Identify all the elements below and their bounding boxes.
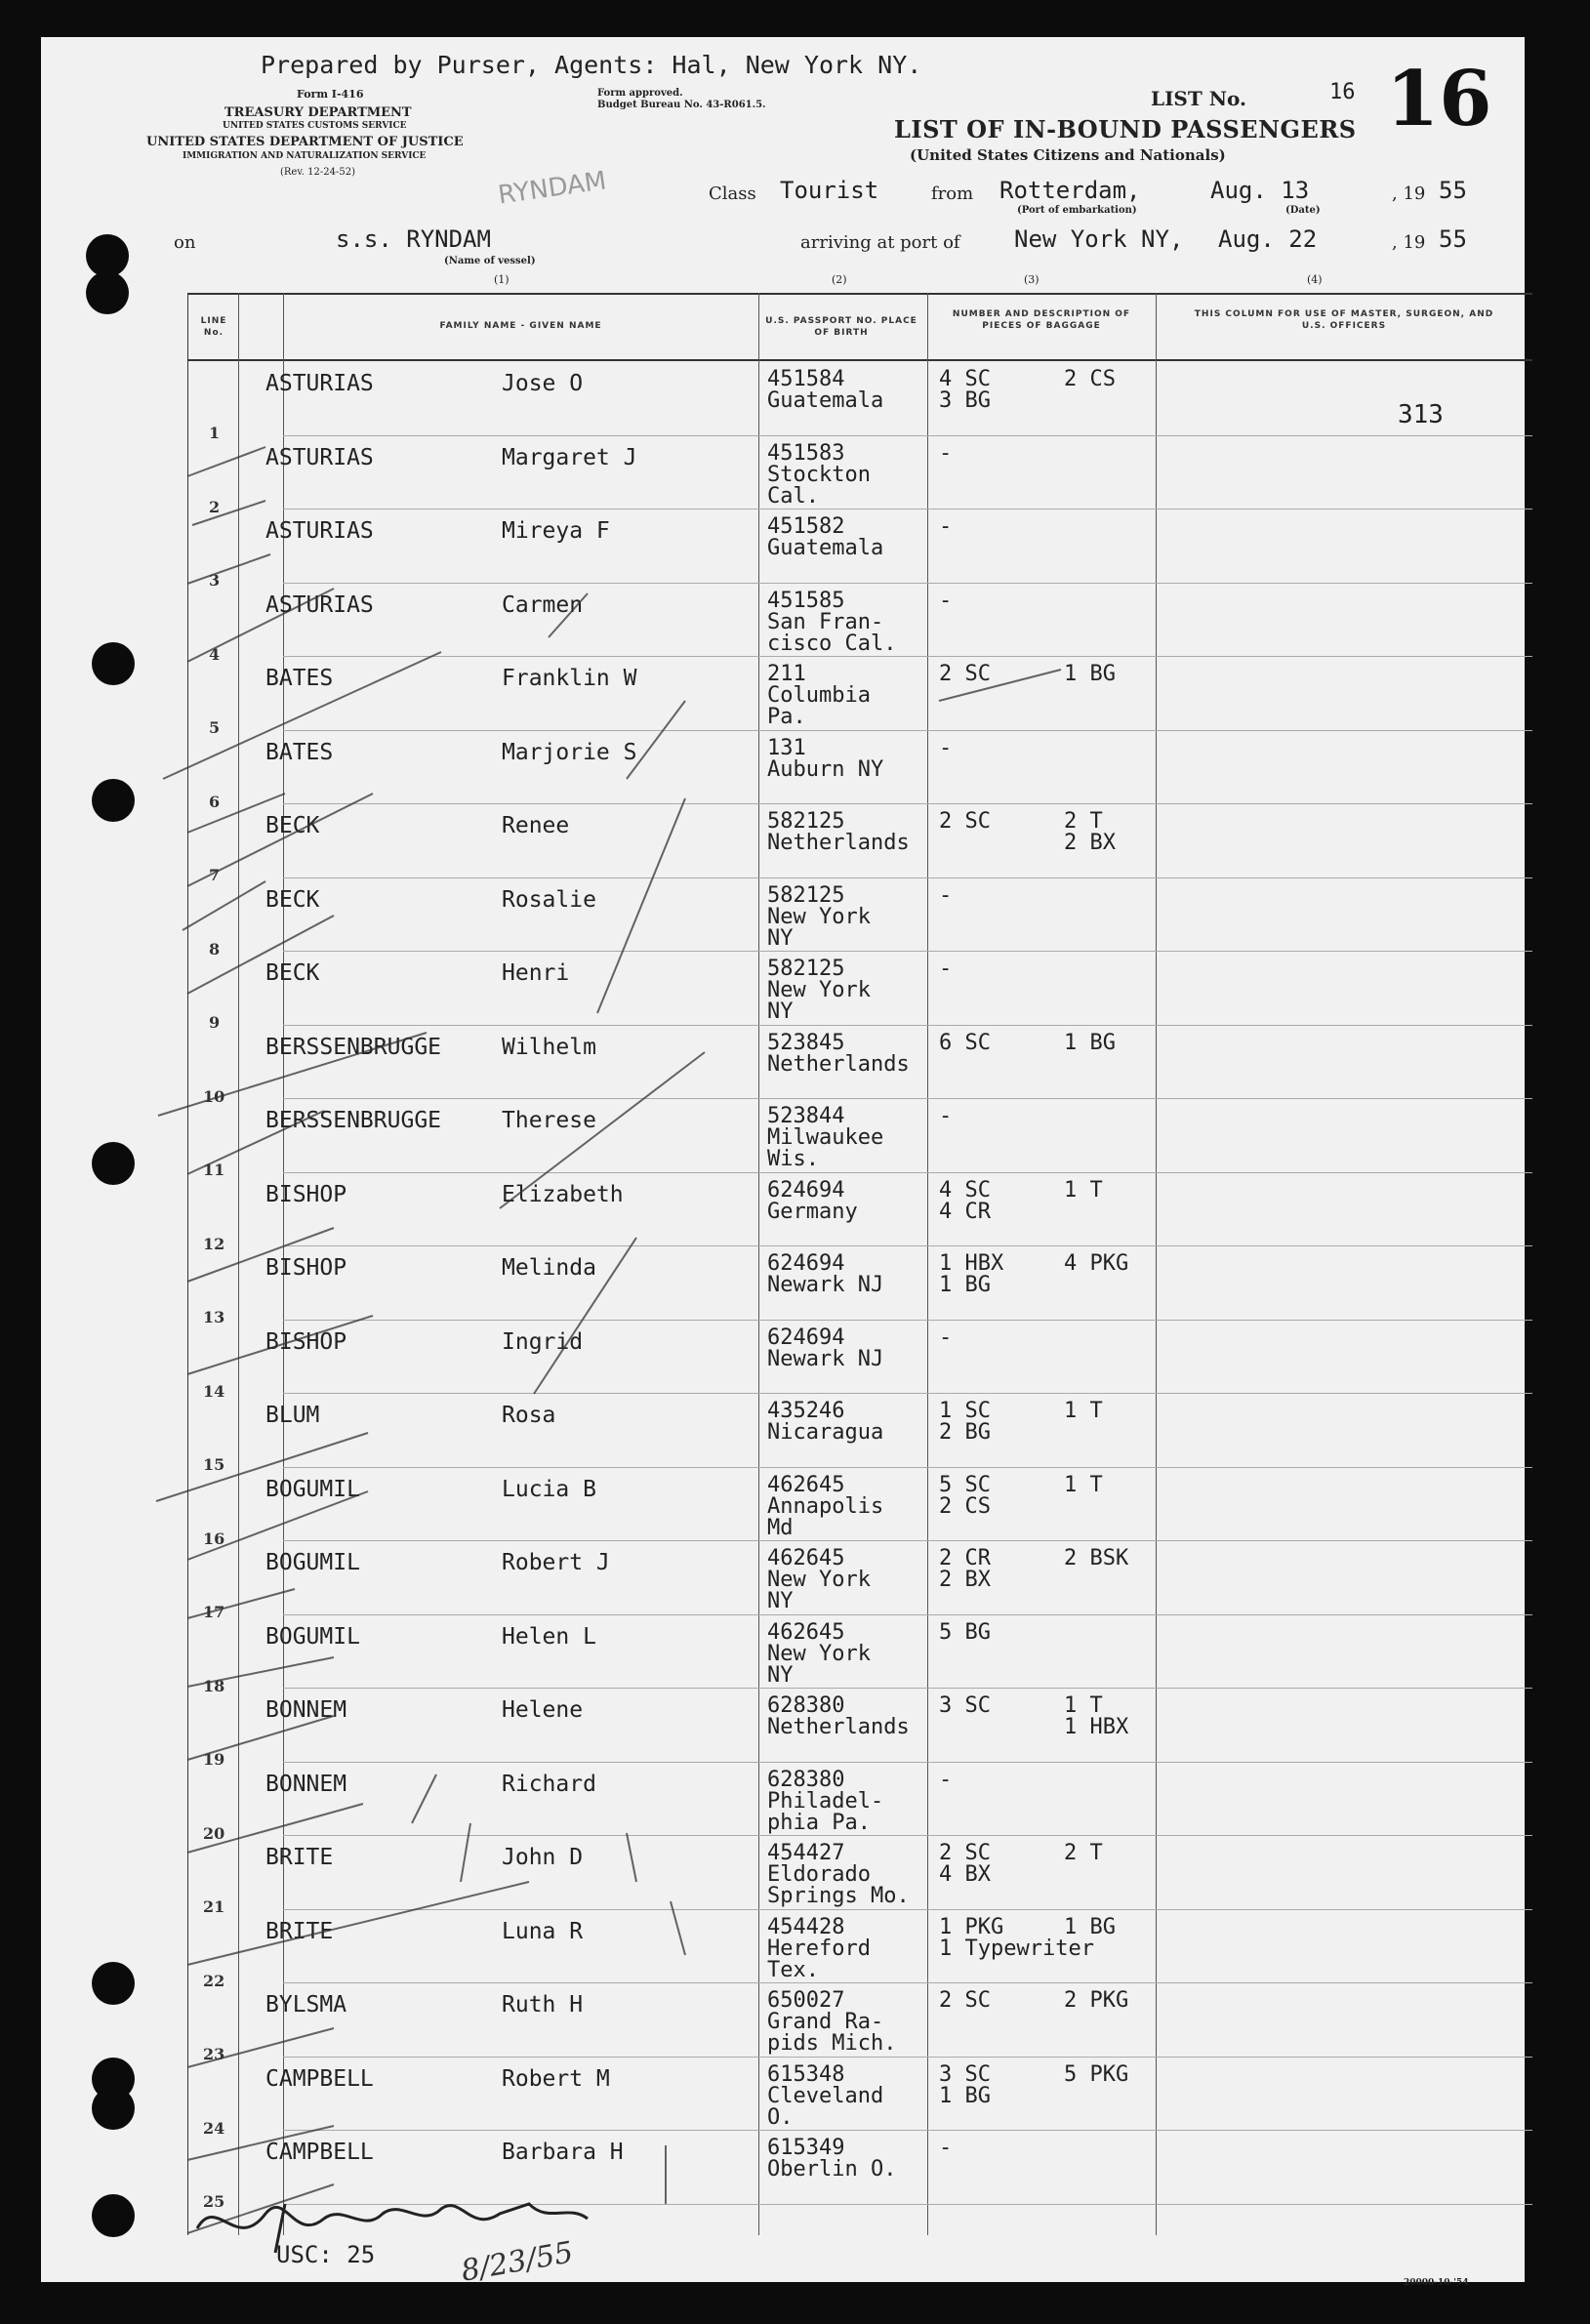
passport-and-birthplace: 451585 San Fran- cisco Cal. xyxy=(767,588,897,656)
budget-bureau-number: Budget Bureau No. 43-R061.5. xyxy=(597,100,766,110)
given-name: Helen L xyxy=(502,1623,596,1650)
baggage-secondary: 1 BG xyxy=(1064,662,1116,686)
line-number: 23 xyxy=(203,2045,225,2063)
passport-and-birthplace: 628380 Philadel- phia Pa. xyxy=(767,1767,884,1835)
column-number-2: (2) xyxy=(832,273,847,286)
family-name: BYLSMA xyxy=(265,1992,347,2018)
line-number: 7 xyxy=(209,866,221,884)
passport-and-birthplace: 454427 Eldorado Springs Mo. xyxy=(767,1841,910,1908)
passport-and-birthplace: 462645 Annapolis Md xyxy=(767,1472,884,1540)
line-number: 11 xyxy=(203,1161,225,1179)
given-name: Robert M xyxy=(502,2065,610,2092)
family-name: BISHOP xyxy=(265,1181,347,1207)
baggage-secondary: 2 T 2 BX xyxy=(1064,809,1116,855)
arrival-port: New York NY, xyxy=(1014,225,1184,253)
family-name: BECK xyxy=(265,886,320,913)
baggage-primary: 2 SC xyxy=(939,662,991,686)
passport-and-birthplace: 624694 Germany xyxy=(767,1177,858,1224)
given-name: Robert J xyxy=(502,1550,610,1575)
line-number: 17 xyxy=(203,1603,225,1621)
given-name: Elizabeth xyxy=(502,1181,624,1207)
baggage-secondary: 1 T 1 HBX xyxy=(1064,1693,1129,1739)
baggage-primary: 3 SC 1 BG xyxy=(939,2061,991,2108)
family-name: BLUM xyxy=(265,1403,320,1428)
passport-and-birthplace: 582125 New York NY xyxy=(767,882,871,951)
port-embarkation-caption: (Port of embarkation) xyxy=(1017,205,1137,216)
officer-signature xyxy=(178,2175,607,2263)
line-number: 24 xyxy=(203,2118,225,2138)
column-header-baggage: NUMBER AND DESCRIPTION OF PIECES OF BAGGAGE xyxy=(952,309,1131,331)
line-number: 6 xyxy=(209,792,221,811)
arriving-label: arriving at port of xyxy=(800,232,960,253)
line-number: 10 xyxy=(203,1086,225,1106)
column-number-3: (3) xyxy=(1024,273,1040,286)
treasury-department: TREASURY DEPARTMENT xyxy=(224,105,412,120)
line-number: 18 xyxy=(203,1676,225,1695)
baggage-primary: 5 SC 2 CS xyxy=(939,1472,991,1519)
baggage-primary: 2 CR 2 BX xyxy=(939,1546,991,1592)
baggage-primary: 5 BG xyxy=(939,1619,991,1645)
line-number: 4 xyxy=(209,644,221,664)
family-name: BOGUMIL xyxy=(265,1476,360,1502)
family-name: BECK xyxy=(265,960,320,986)
customs-service: UNITED STATES CUSTOMS SERVICE xyxy=(223,121,407,131)
baggage-primary: 2 SC xyxy=(939,809,991,834)
passport-and-birthplace: 624694 Newark NJ xyxy=(767,1325,884,1371)
family-name: ASTURIAS xyxy=(265,591,374,618)
line-number: 1 xyxy=(209,424,221,442)
given-name: Jose O xyxy=(502,371,584,396)
line-number: 15 xyxy=(203,1455,225,1474)
baggage-secondary: 1 BG xyxy=(1064,1914,1116,1939)
column-header-passport: U.S. PASSPORT NO. PLACE OF BIRTH xyxy=(765,316,917,338)
baggage-primary: 4 SC 4 CR xyxy=(939,1177,991,1224)
passport-and-birthplace: 131 Auburn NY xyxy=(767,735,884,782)
column-header-officers: THIS COLUMN FOR USE OF MASTER, SURGEON, AND U.S. OFFICERS xyxy=(1194,309,1494,331)
baggage-secondary: 2 CS xyxy=(1064,367,1116,391)
family-name: BISHOP xyxy=(265,1255,347,1281)
column-number-4: (4) xyxy=(1307,273,1323,286)
signature-date: 8/23/55 xyxy=(458,2235,576,2289)
departure-date: Aug. 13 xyxy=(1210,177,1310,204)
given-name: Barbara H xyxy=(502,2140,624,2165)
baggage-primary: - xyxy=(939,1325,953,1350)
passport-and-birthplace: 435246 Nicaragua xyxy=(767,1399,884,1445)
family-name: ASTURIAS xyxy=(265,444,374,470)
baggage-primary: - xyxy=(939,735,953,760)
baggage-primary: 1 PKG 1 Typewriter xyxy=(939,1914,1094,1961)
line-number: 5 xyxy=(209,718,221,737)
family-name: BRITE xyxy=(265,1845,334,1870)
departure-year: 55 xyxy=(1439,177,1467,204)
usc-count: USC: 25 xyxy=(276,2241,376,2268)
form-code: 20000-10-'54 xyxy=(1404,2278,1469,2288)
baggage-secondary: 2 PKG xyxy=(1064,1988,1129,2013)
family-name: BRITE xyxy=(265,1918,334,1944)
officer-note: 313 xyxy=(1398,400,1444,429)
given-name: Ruth H xyxy=(502,1992,584,2018)
family-name: BISHOP xyxy=(265,1328,347,1355)
line-number: 14 xyxy=(203,1381,225,1401)
passport-and-birthplace: 454428 Hereford Tex. xyxy=(767,1914,871,1982)
passport-and-birthplace: 615349 Oberlin O. xyxy=(767,2136,897,2181)
given-name: Margaret J xyxy=(502,444,637,470)
passport-and-birthplace: 523845 Netherlands xyxy=(767,1030,910,1077)
prepared-by-line: Prepared by Purser, Agents: Hal, New York NY. xyxy=(261,51,922,79)
line-number: 20 xyxy=(203,1823,225,1843)
given-name: Renee xyxy=(502,813,570,838)
given-name: Franklin W xyxy=(502,666,637,691)
date-caption: (Date) xyxy=(1285,205,1321,216)
given-name: Rosalie xyxy=(502,886,596,913)
line-number: 3 xyxy=(209,571,221,590)
list-title: LIST OF IN-BOUND PASSENGERS xyxy=(894,115,1357,143)
form-approved: Form approved. xyxy=(597,88,683,99)
passport-and-birthplace: 451583 Stockton Cal. xyxy=(767,440,871,509)
baggage-secondary: 4 PKG xyxy=(1064,1251,1129,1276)
given-name: John D xyxy=(502,1845,584,1870)
baggage-secondary: 5 PKG xyxy=(1064,2061,1129,2087)
baggage-primary: 2 SC 4 BX xyxy=(939,1841,991,1887)
baggage-primary: - xyxy=(939,1767,953,1792)
passport-and-birthplace: 211 Columbia Pa. xyxy=(767,662,871,729)
family-name: ASTURIAS xyxy=(265,371,374,396)
passport-and-birthplace: 582125 New York NY xyxy=(767,957,871,1024)
ryndam-stamp: RYNDAM xyxy=(496,166,609,211)
passport-and-birthplace: 462645 New York NY xyxy=(767,1619,871,1688)
passport-and-birthplace: 451584 Guatemala xyxy=(767,367,884,413)
baggage-primary: 3 SC xyxy=(939,1693,991,1718)
family-name: BONNEM xyxy=(265,1697,347,1723)
given-name: Rosa xyxy=(502,1403,556,1428)
line-number: 22 xyxy=(203,1971,225,1990)
family-name: BATES xyxy=(265,666,334,691)
baggage-primary: 2 SC xyxy=(939,1988,991,2013)
form-number: Form I-416 xyxy=(297,88,364,101)
baggage-primary: - xyxy=(939,1104,953,1128)
list-subtitle: (United States Citizens and Nationals) xyxy=(910,146,1226,164)
given-name: Wilhelm xyxy=(502,1034,596,1060)
line-number: 16 xyxy=(203,1529,225,1548)
column-header-name: FAMILY NAME - GIVEN NAME xyxy=(439,321,602,331)
baggage-primary: 6 SC xyxy=(939,1030,991,1055)
family-name: BECK xyxy=(265,813,320,838)
family-name: CAMPBELL xyxy=(265,2065,374,2092)
baggage-primary: 1 SC 2 BG xyxy=(939,1399,991,1445)
on-label: on xyxy=(174,232,196,253)
vessel-name: s.s. RYNDAM xyxy=(336,225,491,253)
list-number-large: 16 xyxy=(1386,55,1492,143)
class-label: Class xyxy=(709,183,756,204)
family-name: BATES xyxy=(265,739,334,765)
passport-and-birthplace: 523844 Milwaukee Wis. xyxy=(767,1104,884,1171)
given-name: Marjorie S xyxy=(502,739,637,765)
family-name: BOGUMIL xyxy=(265,1550,360,1575)
line-number: 12 xyxy=(203,1234,225,1253)
given-name: Lucia B xyxy=(502,1476,596,1502)
passenger-list-page xyxy=(41,37,1525,2289)
passport-and-birthplace: 451582 Guatemala xyxy=(767,514,884,560)
list-no-value: 16 xyxy=(1329,80,1356,104)
baggage-secondary: 1 T xyxy=(1064,1399,1103,1423)
baggage-primary: 4 SC 3 BG xyxy=(939,367,991,413)
family-name: BERSSENBRUGGE xyxy=(265,1034,442,1060)
arrival-year-prefix: , 19 xyxy=(1392,232,1426,253)
class-value: Tourist xyxy=(780,177,879,204)
baggage-primary: - xyxy=(939,588,953,613)
baggage-secondary: 1 T xyxy=(1064,1472,1103,1497)
family-name: BERSSENBRUGGE xyxy=(265,1108,442,1133)
baggage-secondary: 2 T xyxy=(1064,1841,1103,1865)
line-number: 21 xyxy=(203,1897,225,1916)
baggage-primary: - xyxy=(939,514,953,539)
port-of-embarkation: Rotterdam, xyxy=(999,177,1141,204)
passport-and-birthplace: 462645 New York NY xyxy=(767,1546,871,1613)
given-name: Therese xyxy=(502,1108,596,1133)
family-name: BOGUMIL xyxy=(265,1623,360,1650)
column-number-1: (1) xyxy=(494,273,510,286)
family-name: CAMPBELL xyxy=(265,2140,374,2165)
column-header-line-no: LINE No. xyxy=(200,316,227,338)
given-name: Luna R xyxy=(502,1918,584,1944)
given-name: Ingrid xyxy=(502,1328,584,1355)
arrival-date: Aug. 22 xyxy=(1218,225,1318,253)
baggage-secondary: 2 BSK xyxy=(1064,1546,1129,1570)
line-number: 8 xyxy=(209,939,221,958)
departure-year-prefix: , 19 xyxy=(1392,183,1426,204)
immigration-service: IMMIGRATION AND NATURALIZATION SERVICE xyxy=(183,151,427,161)
arrival-year: 55 xyxy=(1439,225,1467,253)
baggage-secondary: 1 T xyxy=(1064,1177,1103,1203)
vessel-caption: (Name of vessel) xyxy=(444,256,536,266)
line-number: 2 xyxy=(209,497,221,516)
given-name: Henri xyxy=(502,960,570,986)
line-number: 19 xyxy=(203,1750,225,1769)
given-name: Mireya F xyxy=(502,518,610,544)
family-name: BONNEM xyxy=(265,1771,347,1797)
baggage-primary: - xyxy=(939,882,953,908)
line-number: 13 xyxy=(203,1308,225,1326)
from-label: from xyxy=(931,183,974,204)
revision-date: (Rev. 12-24-52) xyxy=(280,167,356,178)
passport-and-birthplace: 624694 Newark NJ xyxy=(767,1251,884,1297)
given-name: Helene xyxy=(502,1697,584,1723)
family-name: ASTURIAS xyxy=(265,518,374,544)
given-name: Melinda xyxy=(502,1255,596,1281)
passport-and-birthplace: 650027 Grand Ra- pids Mich. xyxy=(767,1988,897,2056)
pencil-check-marks xyxy=(41,37,1525,2282)
line-number: 9 xyxy=(209,1013,221,1032)
baggage-primary: 1 HBX 1 BG xyxy=(939,1251,1004,1297)
department-of-justice: UNITED STATES DEPARTMENT OF JUSTICE xyxy=(146,135,464,149)
passport-and-birthplace: 615348 Cleveland O. xyxy=(767,2061,884,2130)
passport-and-birthplace: 582125 Netherlands xyxy=(767,809,910,855)
passport-and-birthplace: 628380 Netherlands xyxy=(767,1693,910,1739)
given-name: Richard xyxy=(502,1771,596,1797)
baggage-primary: - xyxy=(939,440,953,466)
baggage-secondary: 1 BG xyxy=(1064,1030,1116,1055)
line-number: 25 xyxy=(203,2192,225,2211)
baggage-primary: - xyxy=(939,2136,953,2160)
baggage-primary: - xyxy=(939,957,953,981)
given-name: Carmen xyxy=(502,591,584,618)
list-no-label: LIST No. xyxy=(1151,87,1246,110)
